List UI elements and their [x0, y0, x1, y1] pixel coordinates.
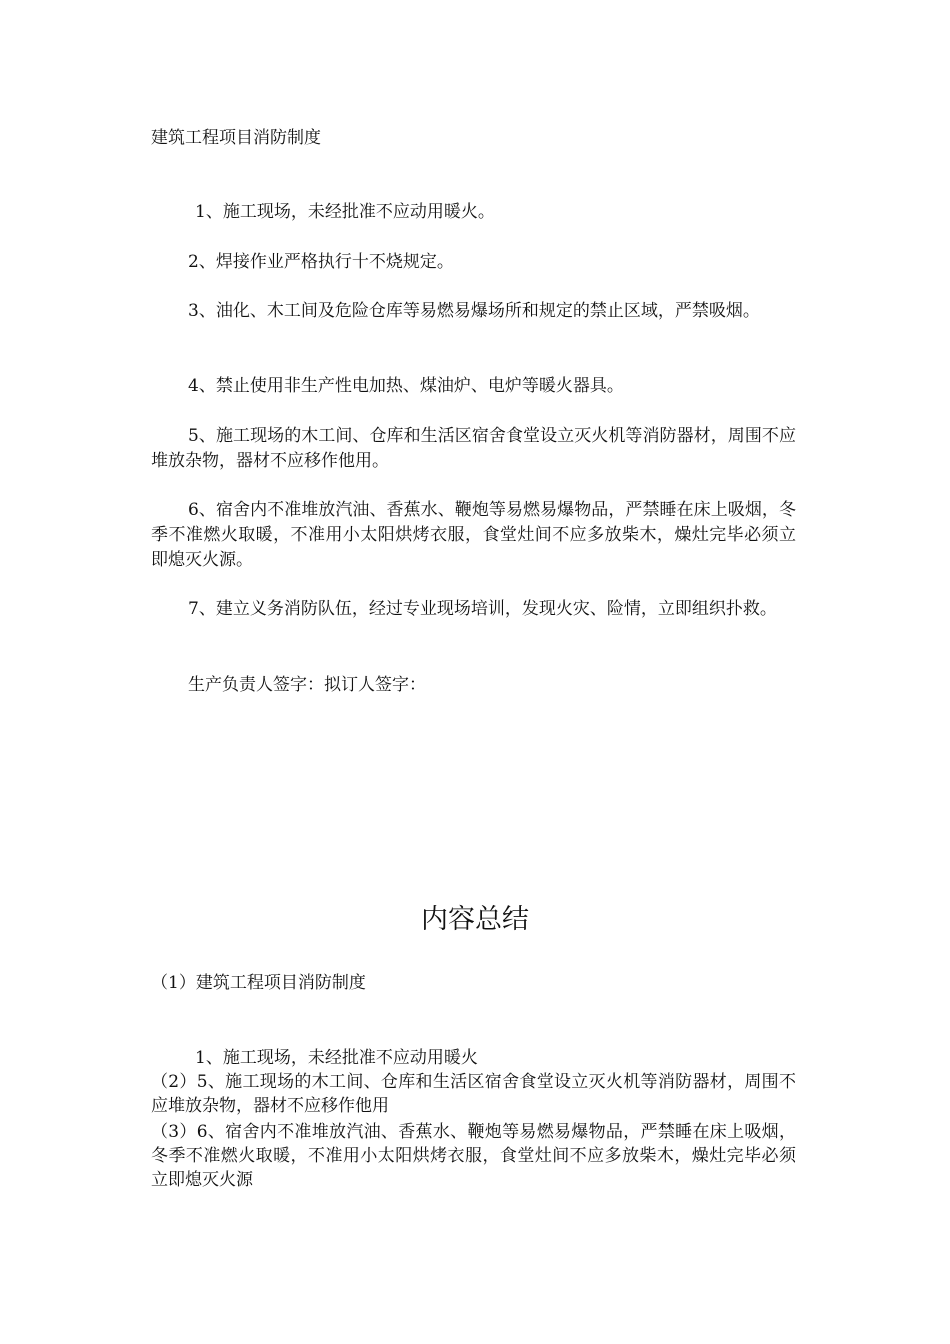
rule-paragraph-5: 5、施工现场的木工间、仓库和生活区宿舍食堂设立灭火机等消防器材，周围不应堆放杂物，器材不应移作他用。 — [151, 426, 796, 471]
rule-paragraph-3: 3、油化、木工间及危险仓库等易燃易爆场所和规定的禁止区域，严禁吸烟。 — [188, 301, 760, 321]
summary-subtitle: （1）建筑工程项目消防制度 — [151, 973, 366, 993]
summary-item-1: 1、施工现场，未经批准不应动用暖火 — [195, 1048, 478, 1068]
rule-paragraph-4: 4、禁止使用非生产性电加热、煤油炉、电炉等暖火器具。 — [188, 376, 624, 396]
rule-paragraph-6: 6、宿舍内不准堆放汽油、香蕉水、鞭炮等易燃易爆物品，严禁睡在床上吸烟，冬季不准燃火取暖，不准用小太阳烘烤衣服，食堂灶间不应多放柴木，燥灶完毕必须立即熄灭火源。 — [151, 500, 796, 570]
summary-heading: 内容总结 — [421, 904, 529, 935]
summary-item-2: （2）5、施工现场的木工间、仓库和生活区宿舍食堂设立灭火机等消防器材，周围不应堆放杂物，器材不应移作他用 — [151, 1072, 796, 1116]
summary-item-3: （3）6、宿舍内不准堆放汽油、香蕉水、鞭炮等易燃易爆物品，严禁睡在床上吸烟，冬季不准燃火取暖，不准用小太阳烘烤衣服，食堂灶间不应多放柴木，燥灶完毕必须立即熄灭火源 — [151, 1122, 796, 1190]
rule-paragraph-2: 2、焊接作业严格执行十不烧规定。 — [188, 252, 454, 272]
signature-line: 生产负责人签字：拟订人签字： — [188, 675, 426, 695]
rule-paragraph-7: 7、建立义务消防队伍，经过专业现场培训，发现火灾、险情，立即组织扑救。 — [188, 599, 777, 619]
rule-paragraph-1: 1、施工现场，未经批准不应动用暖火。 — [195, 202, 495, 222]
document-title: 建筑工程项目消防制度 — [151, 128, 321, 148]
